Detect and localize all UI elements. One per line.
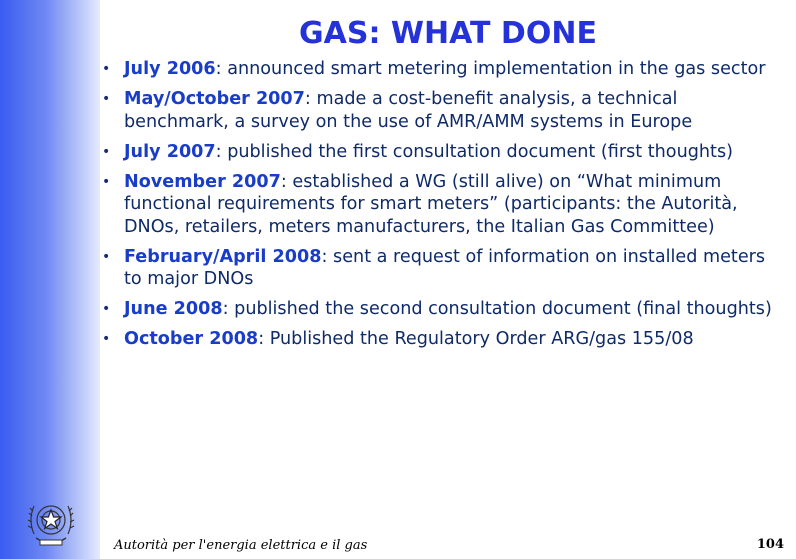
bullet-icon: • xyxy=(102,91,111,107)
bullet-text: : made a cost-benefit analysis, a technical benchmark, a survey on the use of AMR/AMM systems in Europe xyxy=(124,89,693,132)
page-number: 104 xyxy=(756,537,784,552)
bullet-icon: • xyxy=(102,61,111,77)
bullet-icon: • xyxy=(102,331,111,347)
list-item xyxy=(96,141,786,164)
slide-title: GAS: WHAT DONE xyxy=(299,16,597,51)
bullet-list xyxy=(96,58,786,358)
list-item xyxy=(96,58,786,81)
bullet-text: : sent a request of information on installed meters to major DNOs xyxy=(124,246,766,289)
list-item xyxy=(96,328,786,351)
bullet-date: July 2006 xyxy=(124,59,216,79)
list-item xyxy=(96,246,786,291)
bullet-date: November 2007 xyxy=(124,171,281,192)
bullet-icon: • xyxy=(102,301,111,317)
bullet-icon: • xyxy=(102,173,111,190)
bullet-text: : published the first consultation document (first thoughts) xyxy=(215,141,733,162)
list-item xyxy=(96,298,786,321)
bullet-date: May/October 2007 xyxy=(124,89,305,109)
bullet-date: June 2008 xyxy=(124,299,223,319)
bullet-text: : Published the Regulatory Order ARG/gas 155/08 xyxy=(258,329,694,349)
bullet-date: February/April 2008 xyxy=(124,246,322,267)
list-item xyxy=(96,88,786,133)
bullet-date: July 2007 xyxy=(124,141,216,162)
italian-republic-emblem-icon xyxy=(26,494,76,552)
bullet-text: : announced smart metering implementation in the gas sector xyxy=(215,59,766,79)
bullet-text: : published the second consultation document (final thoughts) xyxy=(222,299,772,319)
bullet-icon: • xyxy=(102,143,111,160)
sidebar-gradient xyxy=(0,0,100,559)
list-item xyxy=(96,171,786,239)
bullet-date: October 2008 xyxy=(124,329,259,349)
bullet-icon: • xyxy=(102,248,111,265)
footer-organization: Autorità per l'energia elettrica e il gas xyxy=(114,538,368,553)
bullet-text: : established a WG (still alive) on “What minimum functional requirements for smart meters” (participants: the Autorità, DNOs, retailers, meters manufacturers, the Italian Gas Committee) xyxy=(124,171,738,237)
